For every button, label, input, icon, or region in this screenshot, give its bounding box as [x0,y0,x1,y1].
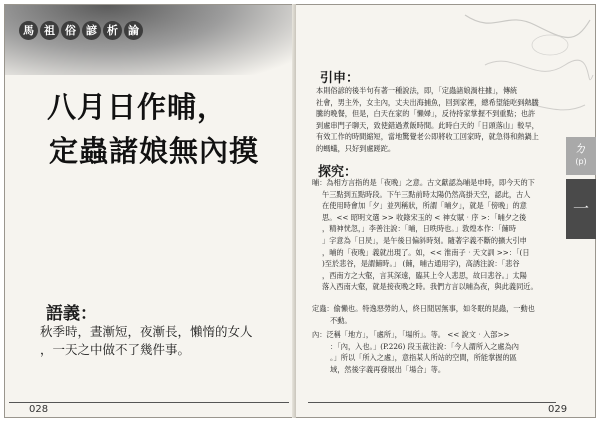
page-number-left: 028 [29,404,49,415]
inquiry-line: )至於悲谷，是謂餔時。」 (餔，晡古通用字)，高誘注說：「悲谷 [322,259,520,269]
tab-subscript: (p) [575,157,587,166]
note-line: 不動。 [330,315,352,325]
chapter-index-tab [566,179,596,239]
inquiry-heading: 探究： [318,165,358,180]
origin-line: 社會，男主外，女主內，丈夫出海捕魚，回到家裡，總希望能吃到熱騰 [316,97,539,107]
series-title-char: 諺 [82,21,101,40]
note-line: 域，然後字義再發展出「場合」等。 [330,364,446,374]
inquiry-line: ，精神恍忽，」李善注說：「晡，日昳時也。」敦煌本作：「餔時 [322,224,517,234]
note-line: 定蟲：偷懶也。特逸惡勞的人，終日閒居無事，如冬眠的昆蟲，一動也 [312,304,535,313]
inquiry-line: 落入西南大壑，就是接夜晚之時。我們方言以晡為夜，與此義同近。 [322,282,538,292]
gloss-heading: 語義： [46,304,97,324]
proverb-title-line-2: 定蟲諸娘無內摸 [49,134,260,168]
origin-line: 有效工作的時間縮短，當地驚覺老公即將收工回家時，就急得和熱鍋上 [316,132,539,142]
proverb-title-line-1: 八月日作晡， [47,90,228,124]
footer-rule [9,402,289,403]
series-title [19,21,143,40]
origin-heading: 引申： [320,71,360,86]
note-paragraph-1 [312,303,564,326]
bopomofo-index-tab [566,137,596,175]
note-paragraph-2 [312,329,564,375]
inquiry-line: 晡：為相方言指的是「夜晚」之意。古文獻認為晡是申時，即今天的下 [312,178,535,187]
origin-paragraph [316,85,564,155]
note-line: ：「內，入也。」(P.226) 段玉裁注說：「今人謂所入之處為內 [330,341,519,351]
note-line: 。」所以「所入之處」，意指某人所站的空間，所能掌握的區 [330,353,517,363]
origin-line: 本則俗諺的後半句有著一種說法，即，「定蟲諸娘渦柱據」，傳統 [316,86,518,95]
inquiry-line: 」字意為「日昃」，是午後日偏斜時刻。隨著字義不斷的擴大引申 [322,235,527,245]
tab-mark: 一 [572,199,589,218]
proverb-title [47,85,287,173]
origin-line: 騰的晚餐，但是，白天在家的「懶婦」，反待持家掌握不到重點；也許 [316,109,536,119]
series-title-char: 論 [124,21,143,40]
left-page [4,4,296,418]
inquiry-line: 在使用時會加「夕」並列稱狀，所謂「晡夕」，就是「傍晚」的意 [322,201,527,211]
inquiry-line: 午三點到五點時段。下午三點前時太陽仍然高掛天空，認此，古人 [322,189,531,199]
gloss-line: ，一天之中做不了幾件事。 [40,342,191,357]
origin-line: 到處串門子聊天，致使錯過煮飯時間。此時白天的「日頭落山」較早， [316,120,539,130]
series-title-char: 祖 [40,21,59,40]
inquiry-paragraph [312,177,564,293]
inquiry-line: ，晡的「夜晚」義就出現了。如，<< 淮南子‧天文訓 >>：「(日 [322,247,530,257]
inquiry-line: ，西南方之大壑，言其深遠，臨其上令人悲思，故曰悲谷。」太陽 [322,270,527,280]
inquiry-line: 思。<< 昭明文選 >> 收錄宋玉的 < 神女賦‧序 >：「晡夕之後 [322,212,527,222]
series-title-char: 析 [103,21,122,40]
gloss-body [40,323,290,359]
series-title-char: 俗 [61,21,80,40]
note-line: 內：泛稱「地方」，「處所」，「場所」。等。 << 說文‧入部>> [312,330,510,339]
series-title-char: 馬 [19,21,38,40]
series-header-band [5,5,297,75]
gloss-line: 秋季時，晝漸短，夜漸長，懶惰的女人 [40,324,253,339]
right-page [296,4,596,418]
page-number-right: 029 [548,404,568,415]
tab-glyph: ㄉ [574,141,588,157]
footer-rule [308,402,556,403]
origin-line: 的螞蟻，只好到處蹉跎。 [316,143,396,153]
